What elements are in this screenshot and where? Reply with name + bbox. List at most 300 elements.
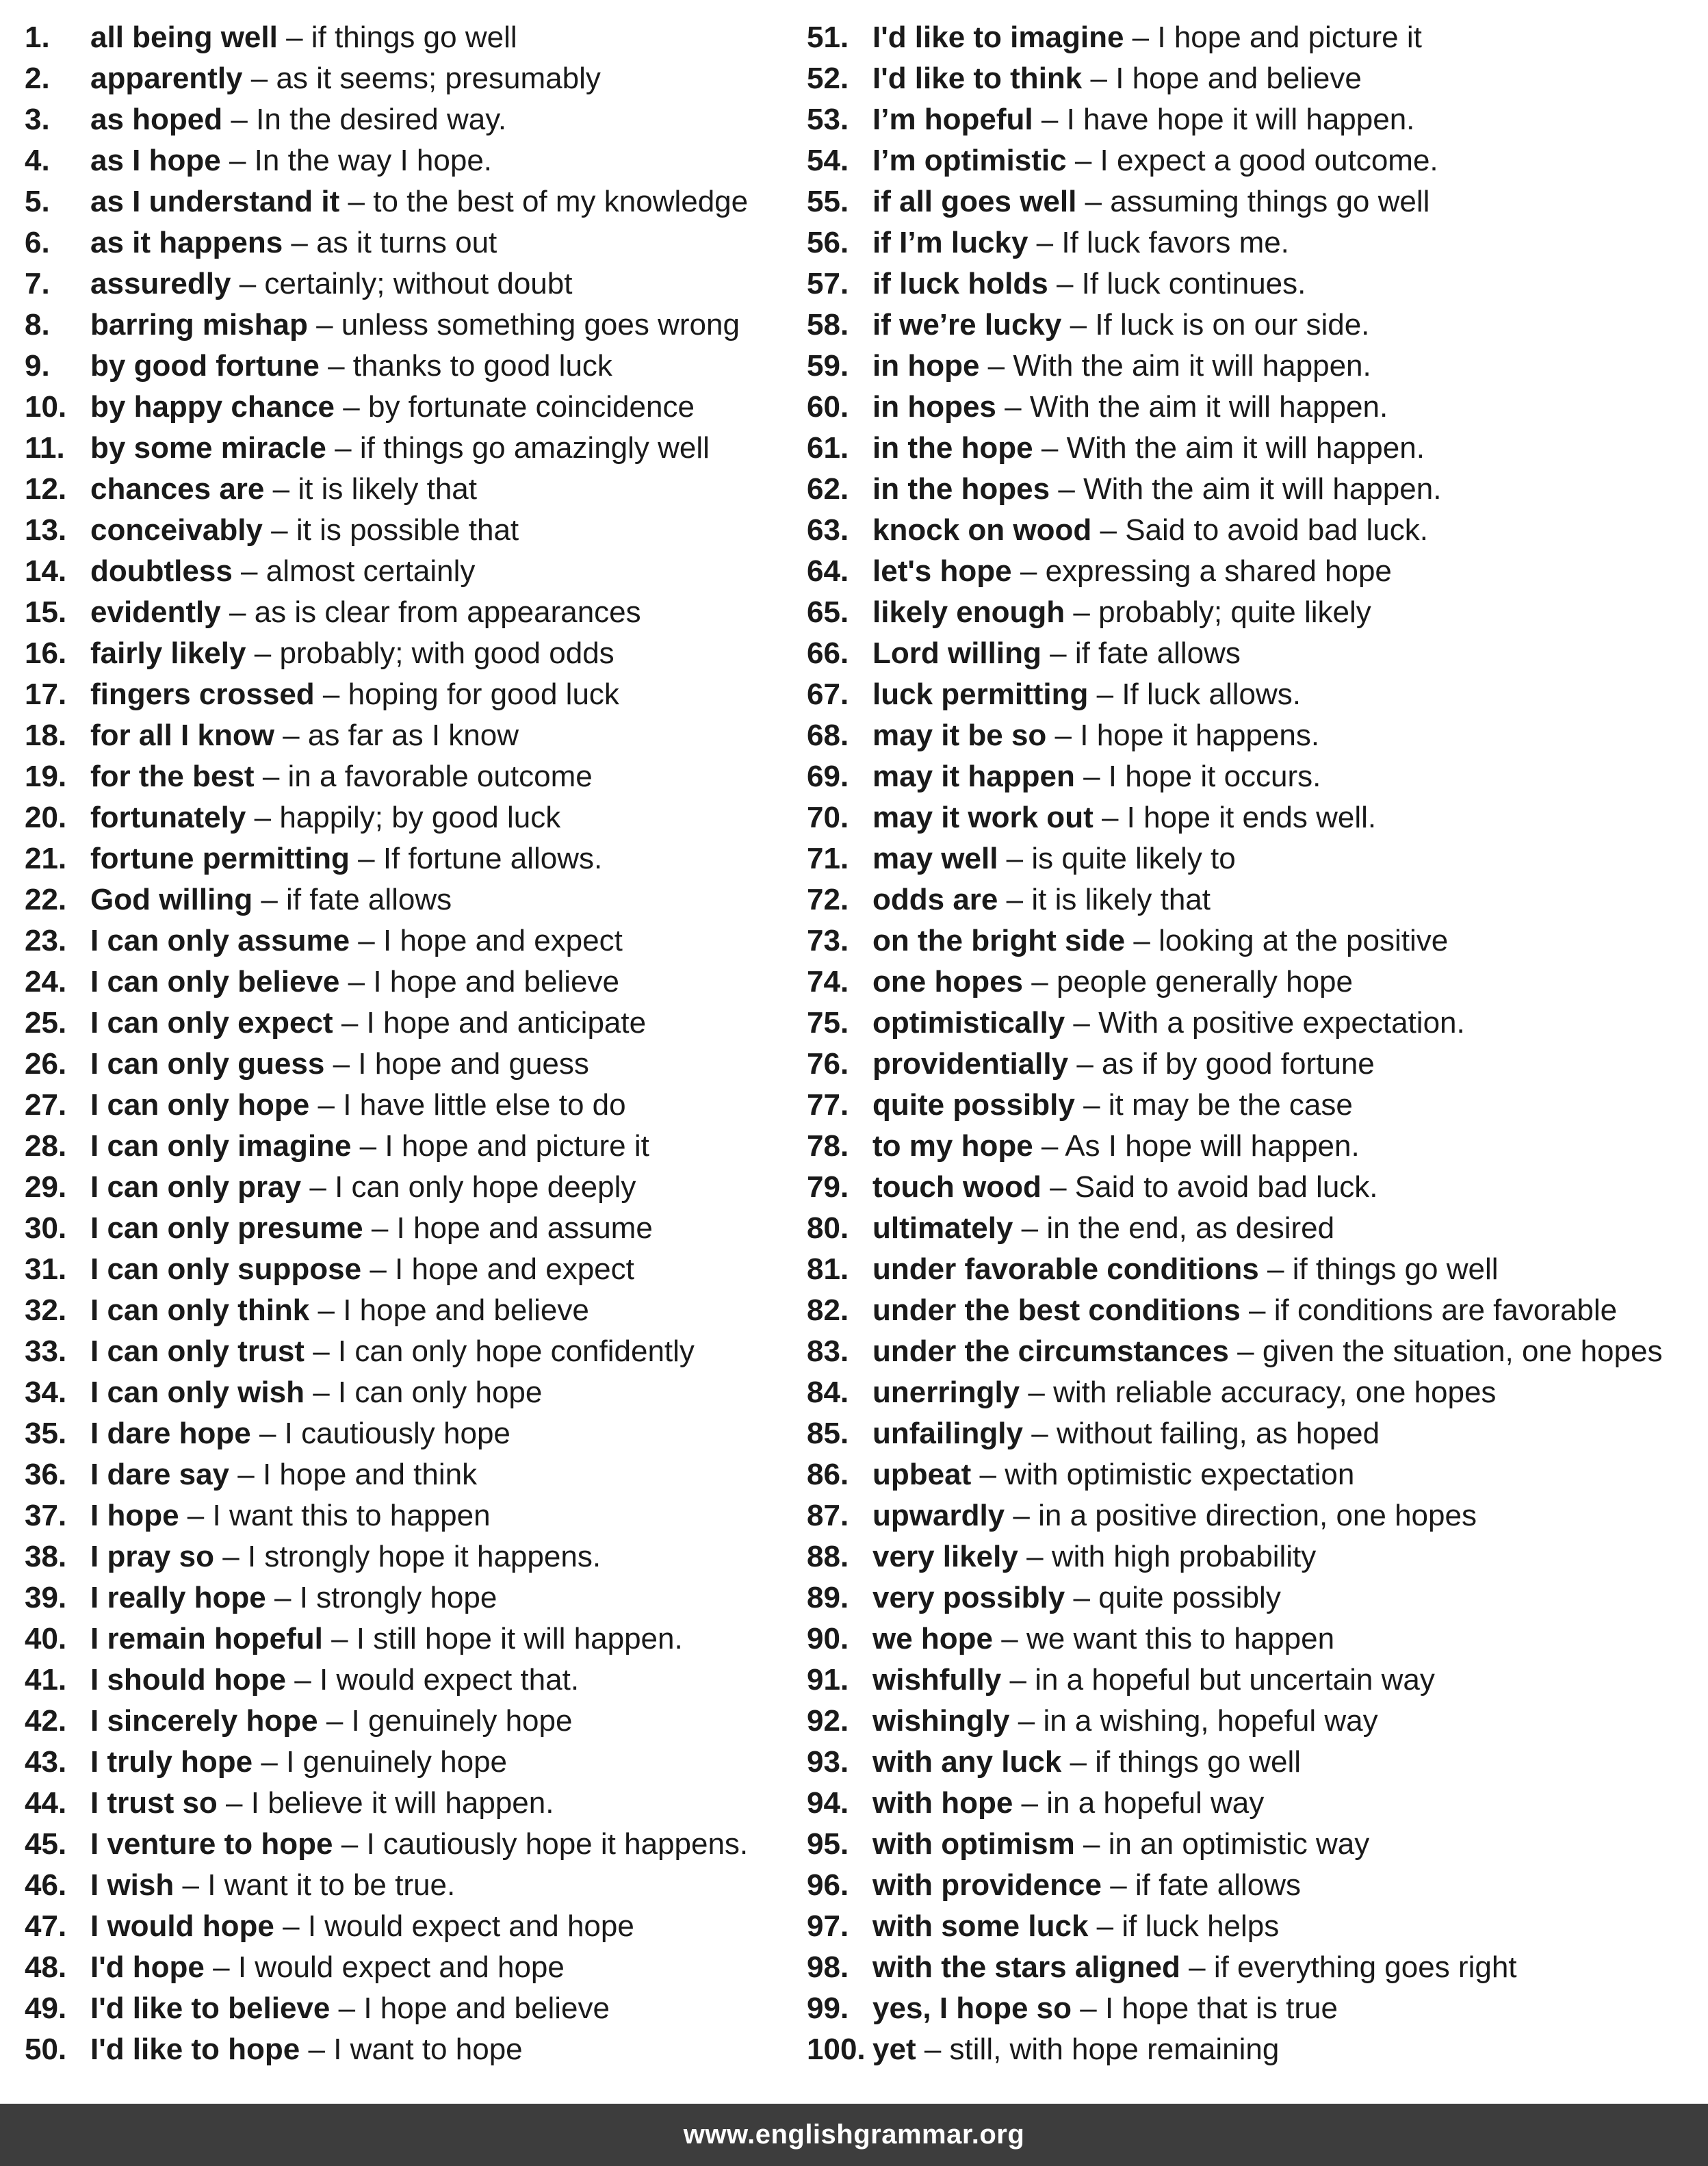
item-definition: I strongly hope it happens. [247,1540,601,1573]
item-separator: – [370,1252,387,1286]
item-term: with providence [872,1868,1102,1902]
list-item [25,140,812,181]
item-term: under favorable conditions [872,1252,1259,1286]
item-separator: – [1110,1868,1127,1902]
item-number: 90. [807,1622,849,1655]
item-separator: – [1021,1211,1039,1245]
item-definition: if things go amazingly well [359,431,710,465]
item-term: for all I know [90,719,274,752]
item-separator: – [1050,636,1067,670]
list-item [807,756,1696,797]
list-item [807,1126,1696,1167]
item-term: I can only pray [90,1170,302,1204]
item-term: I'd hope [90,1950,205,1984]
item-definition: I cautiously hope it happens. [366,1827,749,1861]
list-item [807,1536,1696,1577]
item-number: 39. [25,1581,67,1614]
item-definition: I would expect and hope [237,1950,565,1984]
list-item [807,346,1696,387]
list-item [807,633,1696,674]
item-number: 4. [25,144,50,177]
list-item [807,920,1696,962]
item-number: 33. [25,1335,67,1368]
list-item [25,346,812,387]
item-definition: it may be the case [1108,1088,1353,1122]
item-number: 46. [25,1868,67,1902]
item-definition: in a wishing, hopeful way [1043,1704,1378,1738]
item-separator: – [1100,513,1117,547]
item-definition: as far as I know [307,719,519,752]
item-term: I would hope [90,1909,274,1943]
item-number: 5. [25,185,50,218]
item-definition: With the aim it will happen. [1083,472,1442,506]
item-number: 19. [25,760,67,793]
item-term: touch wood [872,1170,1041,1204]
item-term: I can only hope [90,1088,310,1122]
item-definition: in a hopeful but uncertain way [1035,1663,1435,1697]
item-number: 74. [807,965,849,998]
item-definition: I strongly hope [299,1581,497,1614]
item-number: 14. [25,554,67,588]
item-number: 60. [807,390,849,424]
item-definition: looking at the positive [1159,924,1449,957]
list-item [807,1085,1696,1126]
item-term: apparently [90,62,243,95]
list-item [25,1865,812,1906]
item-definition: I hope and think [262,1458,478,1491]
item-term: I venture to hope [90,1827,333,1861]
item-term: I really hope [90,1581,266,1614]
item-definition: I can only hope deeply [335,1170,636,1204]
list-item [25,17,812,58]
item-definition: I can only hope confidently [337,1335,695,1368]
list-item [25,428,812,469]
item-number: 26. [25,1047,67,1081]
list-item [25,1824,812,1865]
item-term: likely enough [872,595,1065,629]
list-item [25,592,812,633]
item-number: 68. [807,719,849,752]
list-item [807,1044,1696,1085]
list-item [25,838,812,879]
item-separator: – [254,801,272,834]
item-term: with the stars aligned [872,1950,1180,1984]
item-separator: – [1026,1540,1044,1573]
footer-bar [0,2104,1708,2166]
item-definition: With the aim it will happen. [1029,390,1388,424]
item-number: 86. [807,1458,849,1491]
item-number: 57. [807,267,849,300]
item-definition: quite possibly [1098,1581,1281,1614]
item-term: knock on wood [872,513,1092,547]
item-term: I can only presume [90,1211,363,1245]
item-term: conceivably [90,513,263,547]
item-separator: – [250,62,268,95]
list-item [25,633,812,674]
item-number: 36. [25,1458,67,1491]
item-number: 67. [807,678,849,711]
item-definition: if luck helps [1122,1909,1280,1943]
item-separator: – [358,924,375,957]
list-item [807,17,1696,58]
item-term: wishfully [872,1663,1002,1697]
item-number: 41. [25,1663,67,1697]
list-item [807,1577,1696,1619]
list-item [25,1495,812,1536]
item-separator: – [333,1047,350,1081]
item-definition: it is likely that [298,472,477,506]
item-term: I'd like to think [872,62,1083,95]
item-separator: – [316,308,333,341]
list-item [25,1249,812,1290]
item-number: 82. [807,1293,849,1327]
item-number: 42. [25,1704,67,1738]
item-definition: I hope and anticipate [366,1006,647,1040]
item-separator: – [1009,1663,1026,1697]
item-number: 12. [25,472,67,506]
item-definition: as it seems; presumably [276,62,601,95]
item-separator: – [1073,1006,1090,1040]
item-term: assuredly [90,267,231,300]
item-number: 28. [25,1129,67,1163]
item-separator: – [226,1786,243,1820]
list-item [807,222,1696,263]
item-number: 79. [807,1170,849,1204]
item-term: if luck holds [872,267,1048,300]
list-item [25,510,812,551]
item-number: 15. [25,595,67,629]
item-number: 93. [807,1745,849,1779]
item-separator: – [341,1006,359,1040]
item-separator: – [237,1458,255,1491]
item-separator: – [358,842,375,875]
list-item [25,263,812,305]
item-definition: I hope and assume [396,1211,653,1245]
item-definition: I want this to happen [212,1499,491,1532]
item-definition: with optimistic expectation [1005,1458,1355,1491]
item-definition: with reliable accuracy, one hopes [1053,1376,1497,1409]
item-number: 51. [807,21,849,54]
list-item [25,1085,812,1126]
item-separator: – [1050,1170,1067,1204]
item-term: odds are [872,883,998,916]
item-term: I hope [90,1499,179,1532]
phrase-list-right-column [807,17,1696,2070]
item-number: 78. [807,1129,849,1163]
item-definition: If fortune allows. [383,842,603,875]
item-number: 37. [25,1499,67,1532]
item-number: 85. [807,1417,849,1450]
item-separator: – [1028,1376,1045,1409]
item-definition: I hope it happens. [1080,719,1320,752]
list-item [807,1167,1696,1208]
item-term: I should hope [90,1663,286,1697]
list-item [25,920,812,962]
item-definition: I would expect and hope [307,1909,634,1943]
item-separator: – [343,390,360,424]
item-separator: – [328,349,345,383]
item-definition: I hope and guess [358,1047,589,1081]
item-definition: I hope and expect [395,1252,634,1286]
item-definition: I genuinely hope [351,1704,573,1738]
item-separator: – [239,267,257,300]
list-item [25,674,812,715]
item-definition: hoping for good luck [348,678,619,711]
item-separator: – [283,1909,300,1943]
list-item [25,1003,812,1044]
item-number: 77. [807,1088,849,1122]
item-separator: – [359,1129,377,1163]
item-separator: – [1006,842,1024,875]
list-item [25,1208,812,1249]
item-number: 73. [807,924,849,957]
list-item [807,1824,1696,1865]
list-item [25,1044,812,1085]
list-item [25,1331,812,1372]
item-separator: – [1020,554,1037,588]
item-number: 1. [25,21,50,54]
list-item [25,58,812,99]
item-separator: – [1041,103,1059,136]
item-term: I’m hopeful [872,103,1033,136]
item-number: 47. [25,1909,67,1943]
list-item [25,1536,812,1577]
list-item [807,797,1696,838]
item-term: I can only assume [90,924,350,957]
list-item [25,551,812,592]
item-definition: as is clear from appearances [254,595,641,629]
item-number: 72. [807,883,849,916]
item-definition: if things go well [1292,1252,1499,1286]
item-separator: – [1080,1991,1097,2025]
item-term: fingers crossed [90,678,315,711]
item-term: I’m optimistic [872,144,1067,177]
item-number: 99. [807,1991,849,2025]
item-definition: certainly; without doubt [264,267,573,300]
item-definition: to the best of my knowledge [373,185,749,218]
list-item [25,756,812,797]
list-item [807,2029,1696,2070]
item-term: I'd like to imagine [872,21,1124,54]
item-term: may it be so [872,719,1047,752]
item-number: 30. [25,1211,67,1245]
item-definition: as if by good fortune [1102,1047,1375,1081]
item-separator: – [1005,390,1022,424]
item-separator: – [286,21,303,54]
item-term: if we’re lucky [872,308,1062,341]
item-separator: – [331,1622,348,1655]
list-item [25,1906,812,1947]
item-definition: In the desired way. [256,103,507,136]
item-term: fortune permitting [90,842,350,875]
item-term: with hope [872,1786,1013,1820]
list-item [25,1577,812,1619]
list-item [25,1619,812,1660]
item-number: 48. [25,1950,67,1984]
phrase-list-left-column [25,17,812,2070]
item-definition: expressing a shared hope [1045,554,1392,588]
item-definition: we want this to happen [1026,1622,1335,1655]
item-separator: – [283,719,300,752]
item-number: 9. [25,349,50,383]
item-term: I can only wish [90,1376,305,1409]
item-term: unfailingly [872,1417,1023,1450]
item-definition: I hope it occurs. [1108,760,1321,793]
list-item [807,428,1696,469]
item-separator: – [1018,1704,1035,1738]
item-separator: – [1021,1786,1039,1820]
item-number: 32. [25,1293,67,1327]
item-term: upbeat [872,1458,972,1491]
list-item [25,1290,812,1331]
item-definition: With the aim it will happen. [1013,349,1371,383]
list-item [807,1249,1696,1290]
item-separator: – [1090,62,1107,95]
list-item [807,1988,1696,2029]
item-separator: – [308,2033,325,2066]
item-separator: – [979,1458,996,1491]
item-term: for the best [90,760,255,793]
item-number: 75. [807,1006,849,1040]
item-definition: I hope and picture it [385,1129,649,1163]
item-term: in hope [872,349,980,383]
item-separator: – [229,144,246,177]
item-term: I'd like to hope [90,2033,300,2066]
item-definition: I have little else to do [343,1088,626,1122]
list-item [25,1372,812,1413]
item-separator: – [1070,308,1087,341]
item-separator: – [259,1417,276,1450]
item-number: 17. [25,678,67,711]
item-number: 53. [807,103,849,136]
list-item [807,1290,1696,1331]
item-term: barring mishap [90,308,308,341]
list-item [807,263,1696,305]
item-number: 87. [807,1499,849,1532]
item-number: 3. [25,103,50,136]
item-number: 83. [807,1335,849,1368]
item-separator: – [229,595,246,629]
list-item [807,99,1696,140]
list-item [807,838,1696,879]
item-number: 44. [25,1786,67,1820]
item-separator: – [1058,472,1075,506]
item-term: we hope [872,1622,994,1655]
item-separator: – [241,554,258,588]
item-separator: – [291,226,308,259]
item-number: 98. [807,1950,849,1984]
item-number: 13. [25,513,67,547]
item-separator: – [326,1704,344,1738]
item-number: 21. [25,842,67,875]
item-definition: assuming things go well [1110,185,1430,218]
item-definition: I hope and believe [1115,62,1362,95]
list-item [807,715,1696,756]
item-separator: – [274,1581,292,1614]
item-definition: in a favorable outcome [287,760,593,793]
item-definition: by fortunate coincidence [367,390,695,424]
item-definition: it is likely that [1031,883,1211,916]
list-item [25,1988,812,2029]
item-number: 100. [807,2033,866,2066]
item-definition: in an optimistic way [1108,1827,1370,1861]
item-number: 84. [807,1376,849,1409]
item-number: 58. [807,308,849,341]
item-number: 81. [807,1252,849,1286]
list-item [807,1619,1696,1660]
item-definition: probably; quite likely [1098,595,1371,629]
item-definition: With a positive expectation. [1098,1006,1465,1040]
item-number: 88. [807,1540,849,1573]
item-definition: I cautiously hope [284,1417,510,1450]
item-separator: – [261,883,278,916]
item-term: with some luck [872,1909,1089,1943]
item-term: as it happens [90,226,283,259]
item-term: wishingly [872,1704,1010,1738]
item-term: as hoped [90,103,223,136]
item-separator: – [1031,1417,1048,1450]
list-item [807,469,1696,510]
item-number: 92. [807,1704,849,1738]
item-separator: – [322,678,340,711]
item-definition: if fate allows [1135,1868,1302,1902]
item-term: by some miracle [90,431,326,465]
item-separator: – [222,1540,240,1573]
item-term: very likely [872,1540,1018,1573]
list-item [807,387,1696,428]
item-term: one hopes [872,965,1024,998]
item-definition: In the way I hope. [254,144,493,177]
item-definition: almost certainly [266,554,476,588]
list-item [25,1742,812,1783]
item-separator: – [1101,801,1119,834]
item-definition: unless something goes wrong [341,308,740,341]
item-term: as I hope [90,144,221,177]
item-definition: without failing, as hoped [1056,1417,1380,1450]
item-term: as I understand it [90,185,340,218]
item-separator: – [1054,719,1072,752]
item-separator: – [1189,1950,1206,1984]
item-term: by happy chance [90,390,335,424]
item-number: 43. [25,1745,67,1779]
item-definition: happily; by good luck [279,801,561,834]
list-item [25,1660,812,1701]
list-item [25,962,812,1003]
item-term: fairly likely [90,636,246,670]
item-term: under the circumstances [872,1335,1229,1368]
item-separator: – [1056,267,1074,300]
item-term: on the bright side [872,924,1126,957]
item-term: I can only think [90,1293,310,1327]
list-item [25,1454,812,1495]
list-item [25,1783,812,1824]
item-definition: If luck favors me. [1061,226,1289,259]
item-term: I can only imagine [90,1129,352,1163]
item-separator: – [341,1827,359,1861]
item-definition: I hope that is true [1104,1991,1338,2025]
list-item [807,962,1696,1003]
item-definition: I expect a good outcome. [1100,144,1438,177]
item-number: 70. [807,801,849,834]
item-definition: if fate allows [1074,636,1241,670]
item-definition: as it turns out [316,226,497,259]
list-item [25,387,812,428]
list-item [807,551,1696,592]
list-item [807,1783,1696,1824]
list-item [25,1167,812,1208]
item-definition: probably; with good odds [279,636,614,670]
item-term: yes, I hope so [872,1991,1072,2025]
